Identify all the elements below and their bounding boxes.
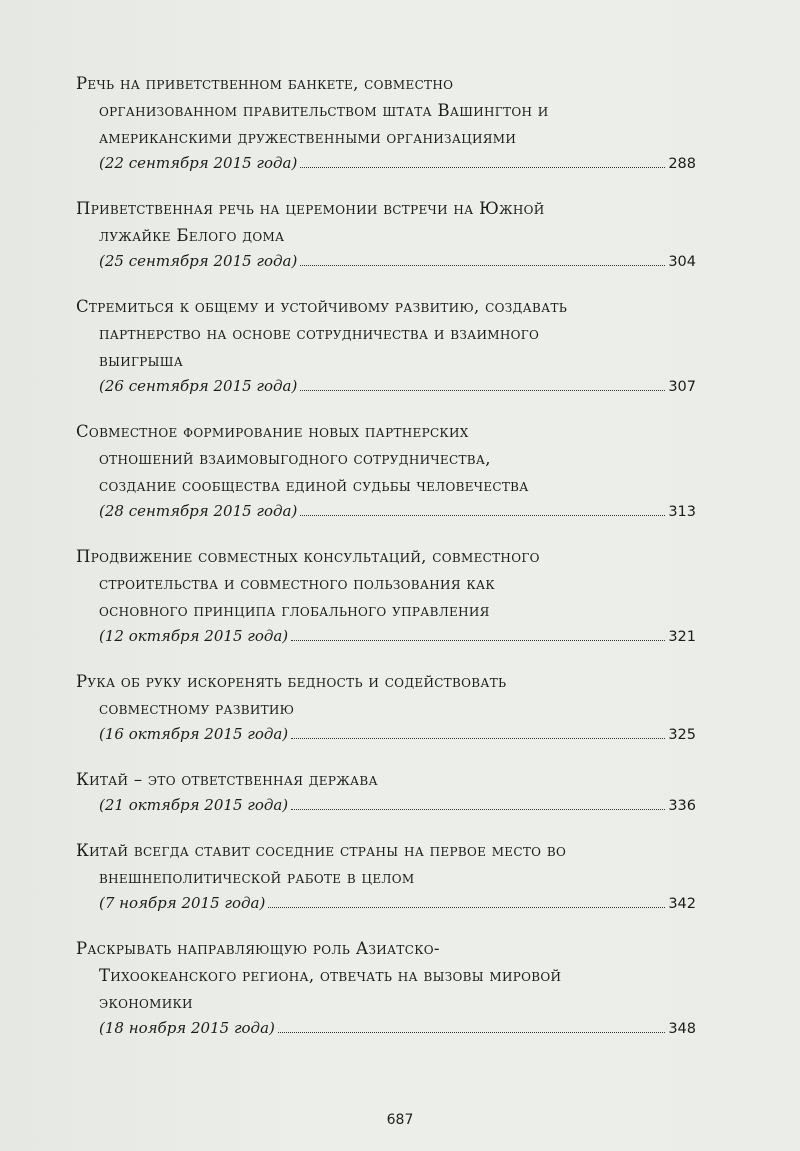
toc-entry-page: 336: [668, 798, 696, 814]
toc-entry-page: 348: [668, 1021, 696, 1037]
toc-entry-title-line: внешнеполитической работе в целом: [99, 868, 415, 887]
toc-entry-date: (18 ноября 2015 года): [99, 1019, 275, 1037]
page-number: 687: [386, 1112, 414, 1128]
toc-entry-title-line: основного принципа глобального управления: [99, 601, 490, 620]
dot-leader: [291, 737, 665, 739]
toc-entry-date: (26 сентября 2015 года): [99, 377, 298, 395]
toc-entry-title: [76, 837, 696, 891]
toc-entry-title-line: строительства и совместного пользования как: [99, 574, 495, 593]
toc-entry-title: [76, 543, 696, 624]
toc-entry-dateline: [76, 793, 696, 818]
toc-entry-title-line: Раскрывать направляющую роль Азиатско-: [76, 939, 440, 958]
toc-entry-page: 288: [668, 156, 696, 172]
toc-entry-page: 307: [668, 379, 696, 395]
toc-entry-title-line: создание сообщества единой судьбы человечества: [99, 476, 529, 495]
toc-entry-title-line: Стремиться к общему и устойчивому развитию, создавать: [76, 297, 568, 316]
toc-entry-dateline: [76, 499, 696, 524]
toc-entry-title: [76, 766, 696, 793]
toc-entry-title-line: экономики: [99, 993, 193, 1012]
toc-entry-title-line: Совместное формирование новых партнерских: [76, 422, 469, 441]
toc-entry-title-line: Тихоокеанского региона, отвечать на вызовы мировой: [99, 966, 562, 985]
toc-entry: [76, 668, 696, 747]
toc-entry-dateline: [76, 151, 696, 176]
dot-leader: [300, 389, 665, 391]
toc-entry-date: (28 сентября 2015 года): [99, 502, 298, 520]
toc-entry-dateline: [76, 374, 696, 399]
toc-entry: [76, 293, 696, 399]
toc-entry-dateline: [76, 1016, 696, 1041]
toc-entry: [76, 418, 696, 524]
dot-leader: [300, 264, 665, 266]
toc-entry-page: 313: [668, 504, 696, 520]
toc-entry: [76, 837, 696, 916]
toc-entry-title-line: отношений взаимовыгодного сотрудничества,: [99, 449, 491, 468]
toc-entry-title: [76, 195, 696, 249]
toc-entry-page: 342: [668, 896, 696, 912]
toc-entry-title: [76, 935, 696, 1016]
toc-entry: [76, 766, 696, 818]
dot-leader: [278, 1031, 665, 1033]
toc-entry-title-line: организованном правительством штата Вашингтон и: [99, 101, 549, 120]
toc-entry-title: [76, 293, 696, 374]
dot-leader: [268, 906, 665, 908]
toc-entry-title-line: Продвижение совместных консультаций, совместного: [76, 547, 540, 566]
toc-entry: [76, 543, 696, 649]
dot-leader: [291, 639, 665, 641]
toc-entry-title-line: американскими дружественными организациями: [99, 128, 517, 147]
toc-entry-dateline: [76, 249, 696, 274]
toc-entry-page: 304: [668, 254, 696, 270]
toc-entry-dateline: [76, 722, 696, 747]
toc-entry: [76, 935, 696, 1041]
table-of-contents: [76, 70, 696, 1060]
toc-entry-date: (22 сентября 2015 года): [99, 154, 298, 172]
dot-leader: [300, 514, 665, 516]
dot-leader: [291, 808, 665, 810]
toc-entry: [76, 70, 696, 176]
toc-entry-dateline: [76, 891, 696, 916]
toc-entry-dateline: [76, 624, 696, 649]
toc-entry-title-line: Китай всегда ставит соседние страны на первое место во: [76, 841, 567, 860]
toc-entry-title: [76, 668, 696, 722]
toc-entry-date: (7 ноября 2015 года): [99, 894, 266, 912]
toc-entry-title: [76, 70, 696, 151]
toc-entry-page: 321: [668, 629, 696, 645]
toc-entry-title-line: партнерство на основе сотрудничества и взаимного: [99, 324, 540, 343]
toc-entry: [76, 195, 696, 274]
toc-entry-date: (16 октября 2015 года): [99, 725, 289, 743]
toc-entry-title-line: Приветственная речь на церемонии встречи на Южной: [76, 199, 545, 218]
toc-entry-title-line: Рука об руку искоренять бедность и содействовать: [76, 672, 507, 691]
toc-entry-title-line: совместному развитию: [99, 699, 295, 718]
toc-entry-date: (21 октября 2015 года): [99, 796, 289, 814]
dot-leader: [300, 166, 665, 168]
toc-entry-title-line: Речь на приветственном банкете, совместно: [76, 74, 454, 93]
toc-entry-page: 325: [668, 727, 696, 743]
toc-entry-title: [76, 418, 696, 499]
toc-entry-date: (25 сентября 2015 года): [99, 252, 298, 270]
toc-entry-title-line: выигрыша: [99, 351, 184, 370]
toc-entry-title-line: Китай – это ответственная держава: [76, 770, 378, 789]
toc-entry-title-line: лужайке Белого дома: [99, 226, 285, 245]
toc-entry-date: (12 октября 2015 года): [99, 627, 289, 645]
